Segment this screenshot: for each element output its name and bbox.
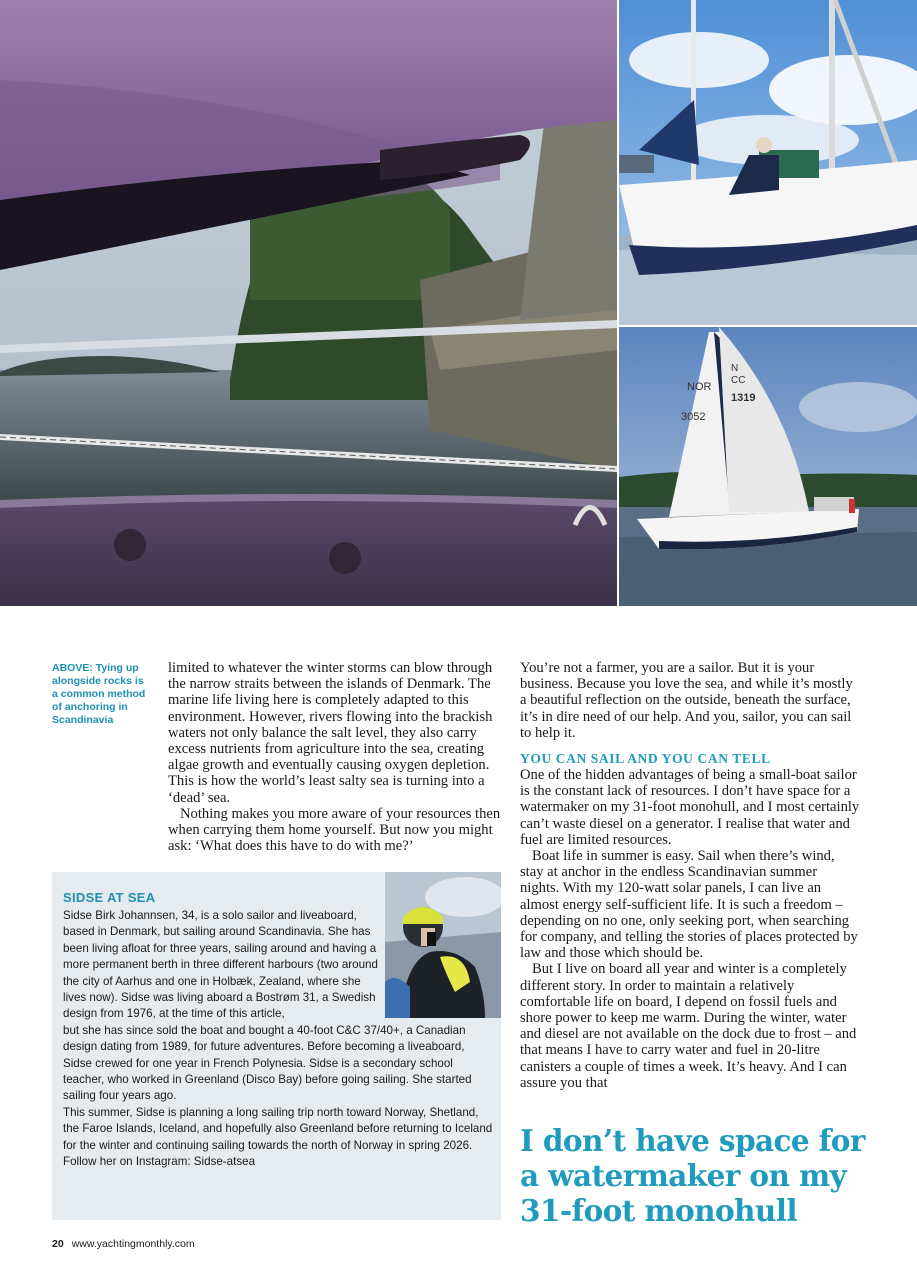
main-photo — [0, 0, 617, 606]
sail-label: 1319 — [731, 392, 756, 404]
sidebar-body — [63, 908, 495, 1171]
profile-sidebar — [52, 872, 501, 1220]
paragraph: Boat life in summer is easy. Sail when there’s wind, stay at anchor in the endless Scandinavian summer nights. With my 120-watt solar panels, I can live an almost energy self-sufficient life. It is such a freedom – depending on no one, only seeking port, when searching for company, and telling the stories of places protected by law and those which should be. — [520, 848, 858, 962]
paragraph: You’re not a farmer, you are a sailor. But it is your business. Because you love the sea, and while it’s mostly a beautiful reflection on the outside, beneath the surface, it’s in dire need of our help. And you, sailor, you can sail to help it. — [520, 660, 853, 741]
sidebar-paragraph: This summer, Sidse is planning a long sailing trip north toward Norway, Shetland, the Faroe Islands, Iceland, and hopefully also Greenland before returning to Iceland for the winter and continuing sailing towards the north of Norway in spring 2026. — [63, 1105, 493, 1152]
pull-quote: I don’t have space for a watermaker on my 31-foot monohull — [520, 1123, 865, 1228]
sidebar-title: SIDSE AT SEA — [63, 890, 156, 905]
body-column-left — [168, 660, 503, 854]
paragraph: Nothing makes you more aware of your resources then when carrying them home yourself. But now you might ask: ‘What does this have to do with me?’ — [168, 805, 501, 855]
sail-label: N — [731, 363, 739, 374]
landscape-photo-icon — [0, 0, 617, 606]
sail-label: NOR — [687, 381, 712, 393]
paragraph: limited to whatever the winter storms can blow through the narrow straits between the islands of Denmark. The marine life living here is completely adapted to this environment. However, rivers flowing into the brackish waters not only balance the salt level, they also carry excess nutrients from agriculture into the sea, creating algae growth and eventually causing oxygen depletion. This is how the world’s least salty sea is turning into a ‘dead’ sea. — [168, 660, 493, 806]
page-footer — [52, 1238, 195, 1250]
paragraph: But I live on board all year and winter is a completely different story. In order to maintain a relatively comfortable life on board, I depend on fossil fuels and shore power to keep me warm. During the winter, water and diesel are not available on the dock due to frost – and that means I have to carry water and fuel in 20-litre canisters a couple of times a week. It’s heavy. And I can assure you that — [520, 961, 857, 1091]
sidebar-paragraph: but she has since sold the boat and bought a 40-foot C&C 37/40+, a Canadian design dating from 1989, for future adventures. Before becoming a liveaboard, Sidse crewed for one year in French Polynesia. Sidse is a secondary school teacher, who worked in Greenland (Disco Bay) before going sailing. She started sailing four years ago. — [63, 1023, 472, 1103]
page-number: 20 — [52, 1238, 64, 1250]
paragraph: One of the hidden advantages of being a small-boat sailor is the constant lack of resources. I don’t have space for a watermaker on my 31-foot monohull, and I most certainly can’t waste diesel on a generator. I realise that water and fuel are limited resources. — [520, 767, 860, 848]
sailboat-photo-icon — [619, 327, 917, 606]
sailboat-photo-icon — [619, 0, 917, 325]
footer-url: www.yachtingmonthly.com — [71, 1238, 195, 1250]
bottom-right-photo — [619, 327, 917, 606]
sidebar-paragraph: Follow her on Instagram: Sidse-atsea — [63, 1155, 256, 1169]
sidebar-paragraph: Sidse Birk Johannsen, 34, is a solo sailor and liveaboard, based in Denmark, but sailing around Scandinavia. She has been living afloat for three years, sailing around and having a more permanent berth in three different harbours (two around the city of Aarhus and one in Holbæk, Zealand, where she lives now). Sidse was living aboard a Bostrøm 31, a Swedish design from 1976, at the time of this article, — [63, 909, 378, 1021]
sail-label: 3052 — [681, 411, 706, 423]
sail-label: CC — [731, 375, 746, 386]
top-right-photo — [619, 0, 917, 325]
photo-caption: ABOVE: Tying up alongside rocks is a common method of anchoring in Scandinavia — [52, 662, 146, 726]
body-column-right — [520, 660, 860, 1091]
section-subhead: YOU CAN SAIL AND YOU CAN TELL — [520, 751, 771, 767]
